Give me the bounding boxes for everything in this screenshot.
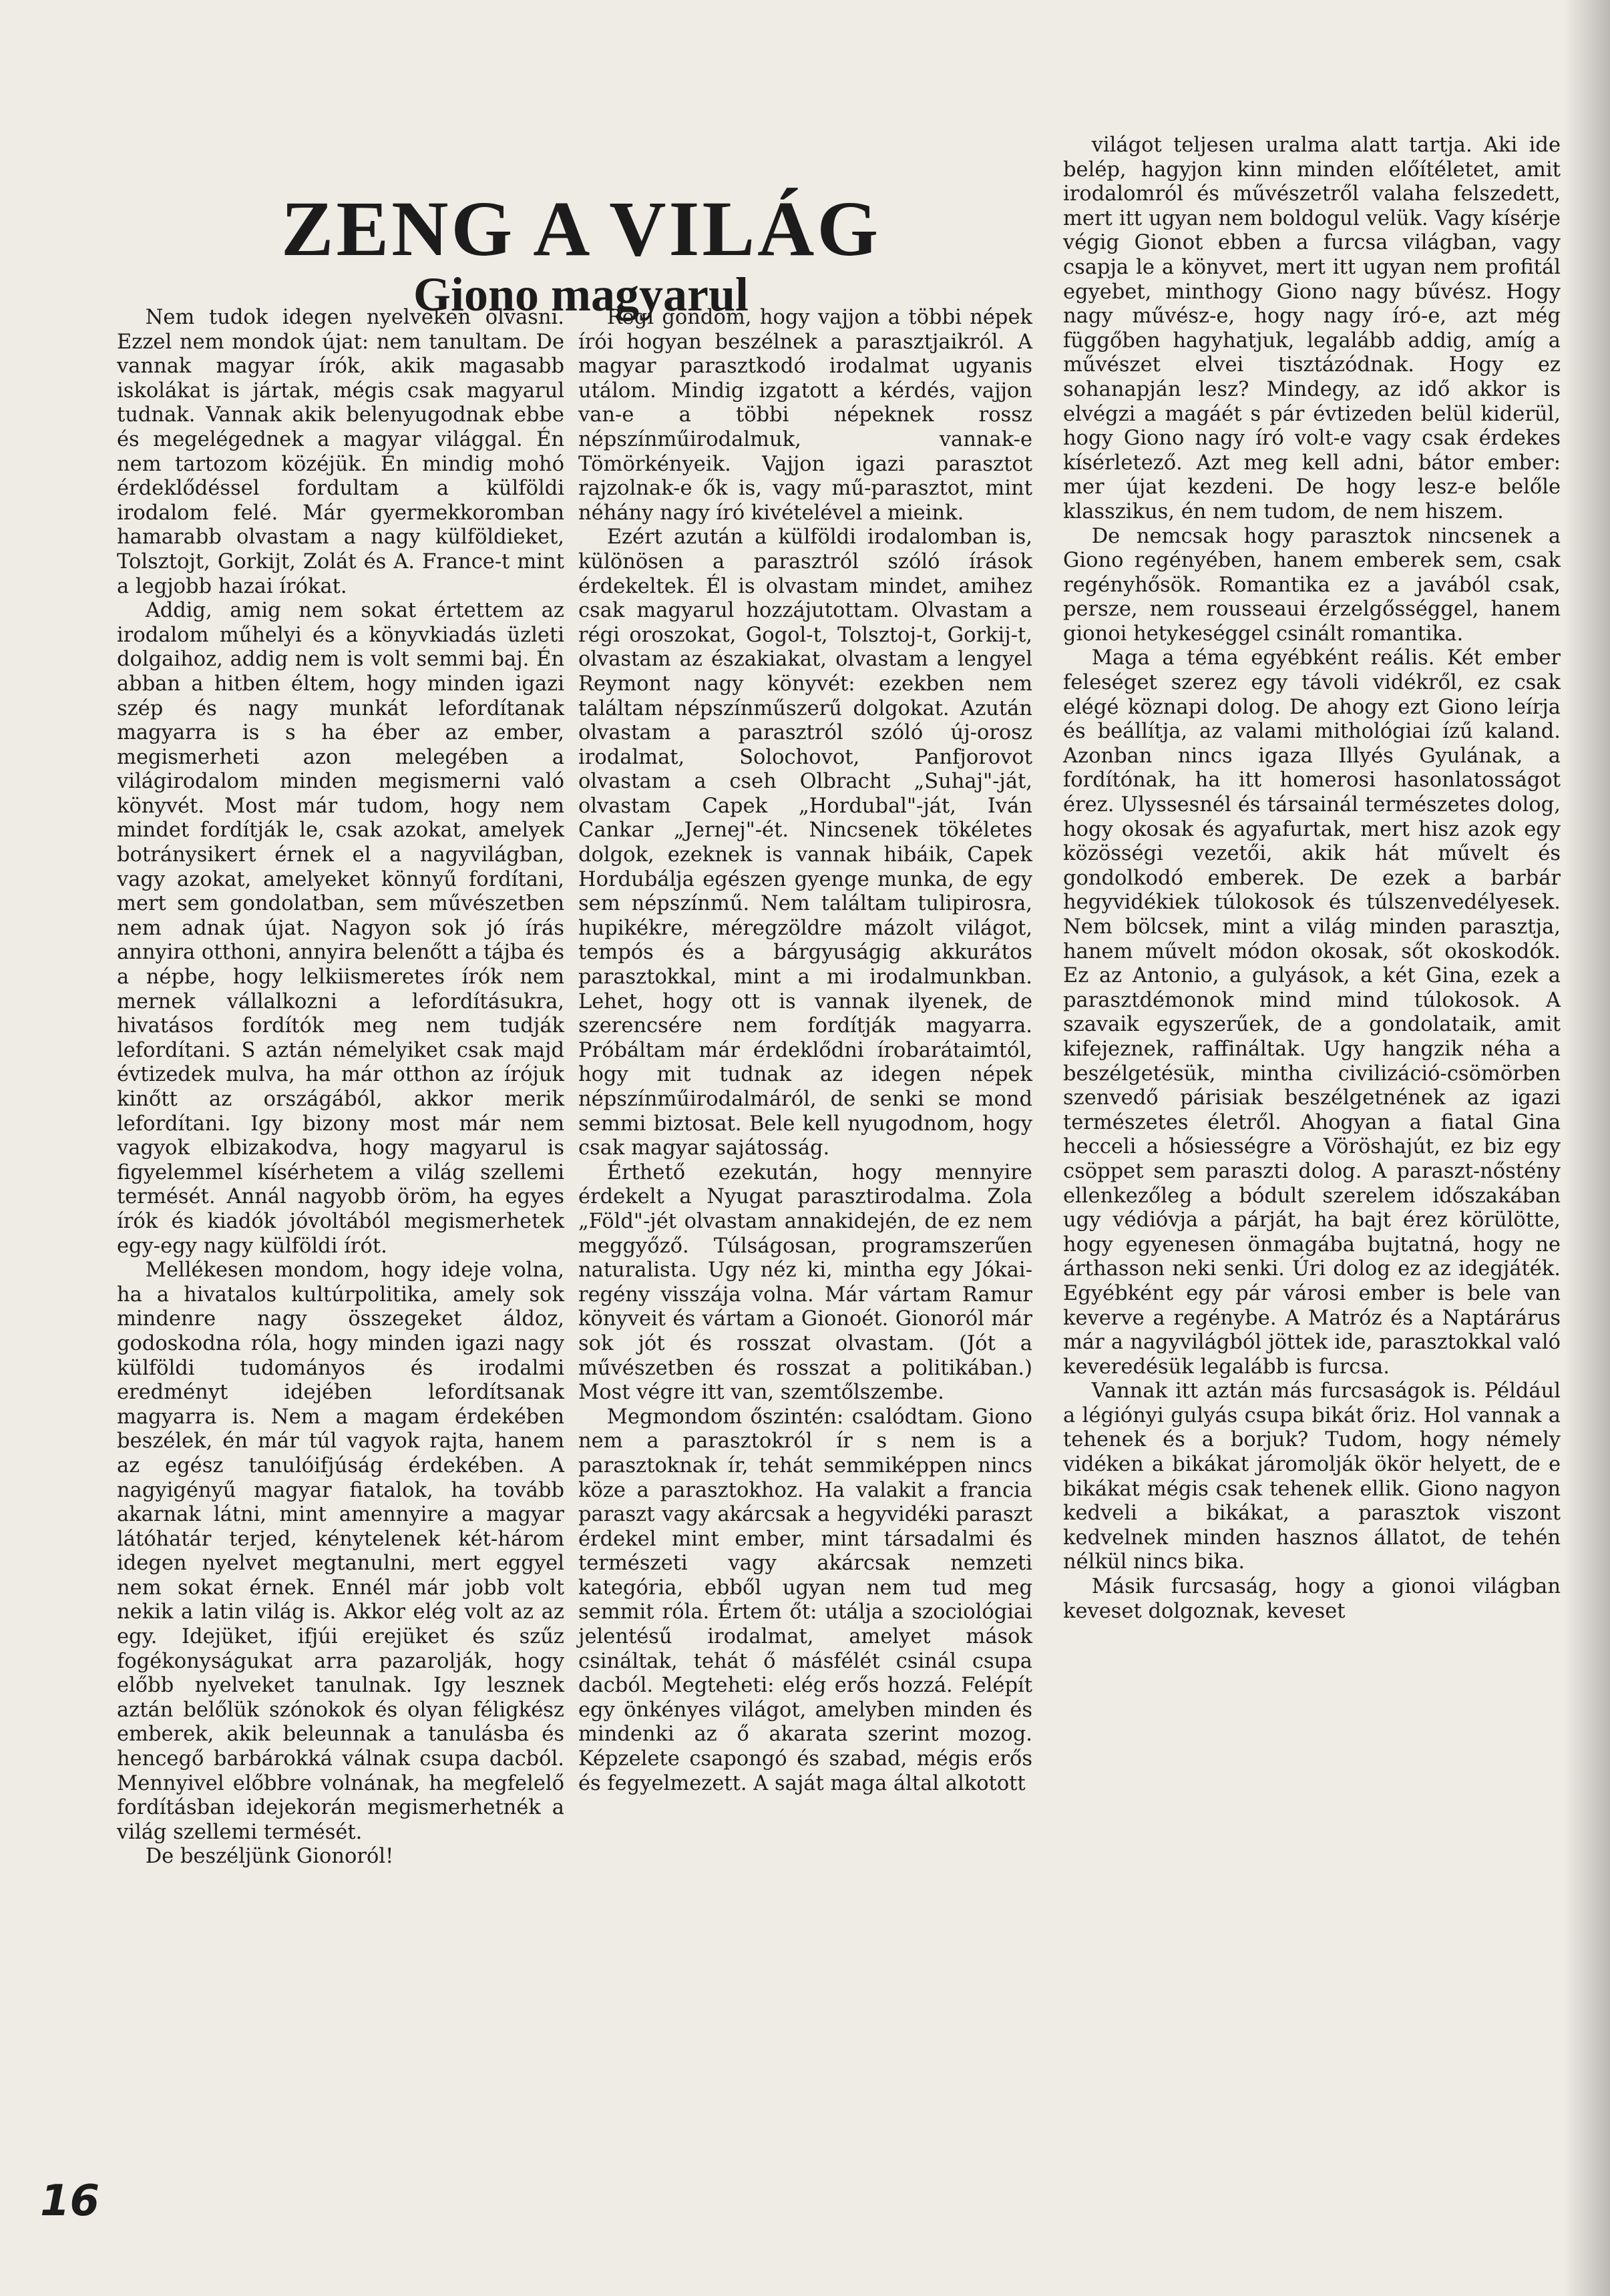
paragraph: Mellékesen mondom, hogy ideje volna, ha a hivatalos kultúrpolitika, amely sok mindenre nagy összegeket áldoz, godoskodna róla, hogy minden igazi nagy külföldi tudományos és irodalmi eredményt idejében lefordítsanak magyarra is. Nem a magam érdekében beszélek, én már túl vagyok rajta, hanem az egész tanulóifjúság érdekében. A nagyigényű magyar fiatalok, ha tovább akarnak látni, mint amennyire a magyar látóhatár terjed, kénytelenek két-három idegen nyelvet megtanulni, mert eggyel nem sokat érnek. Ennél már jobb volt nekik a latin világ is. Akkor elég volt az az egy. Idejüket, ifjúi erejüket és szűz fogékonyságukat arra pazarolják, hogy előbb nyelveket tanulnak. Igy lesznek aztán belőlük szónokok és olyan féligkész emberek, akik beleunnak a tanulásba és hencegő barbárokká válnak csupa dacból. Mennyivel előbbre volnának, ha megfelelő fordításban idejekorán megismerhetnék a világ szellemi termését. <box>117 1258 564 1844</box>
paragraph: De beszéljünk Gionoról! <box>145 1845 394 1869</box>
paragraph: Érthető ezekután, hogy mennyire érdekelt a Nyugat parasztirodalma. Zola „Föld"-jét olvastam annakidején, de ez nem meggyőző. Túlságosan, programszerűen naturalista. Ugy néz ki, mintha egy Jókai-regény visszája volna. Már vártam Ramur könyveit és vártam a Gionoét. Gionoról már sok jót és rosszat olvastam. (Jót a művészetben és rosszat a politikában.) Most végre itt van, szemtőlszembe. <box>578 1160 1032 1405</box>
page-edge-shadow <box>1563 0 1610 2296</box>
text-column-left <box>117 306 564 1869</box>
paragraph: Nem tudok idegen nyelveken olvasni. Ezzel nem mondok újat: nem tanultam. De vannak magyar írók, akik magasabb iskolákat is jártak, mégis csak magyarul tudnak. Vannak akik belenyugodnak ebbe és megelégednek a magyar világgal. Én nem tartozom közéjük. Én mindig mohó érdeklődéssel fordultam a külföldi irodalom felé. Már gyermekkoromban hamarabb olvastam a nagy külföldieket, Tolsztojt, Gorkijt, Zolát és A. France-t mint a legjobb hazai írókat. <box>117 306 564 598</box>
page-number: 16 <box>40 2176 100 2226</box>
paragraph: Régi gondom, hogy vajjon a többi népek írói hogyan beszélnek a parasztjaikról. A magyar parasztkodó irodalmat ugyanis utálom. Mindig izgatott a kérdés, vajjon van-e a többi népeknek rossz népszínműirodalmuk, vannak-e Tömörkényeik. Vajjon igazi parasztot rajzolnak-e ők is, vagy mű-parasztot, mint néhány nagy író kivételével a mieink. <box>578 306 1032 525</box>
paragraph: De nemcsak hogy parasztok nincsenek a Giono regényében, hanem emberek sem, csak regényhősök. Romantika ez a javából csak, persze, nem rousseaui érzelgősséggel, hanem gionoi hetykeséggel csinált romantika. <box>1063 524 1561 646</box>
article-subtitle: Giono magyarul <box>413 267 749 321</box>
paragraph: Másik furcsaság, hogy a gionoi világban keveset dolgoznak, keveset <box>1063 1575 1561 1623</box>
paragraph: világot teljesen uralma alatt tartja. Aki ide belép, hagyjon kinn minden előítéletet, amit irodalomról és művészetről valaha felszedett, mert itt ugyan nem boldogul velük. Vagy kísérje végig Gionot ebben a furcsa világban, vagy csapja le a könyvet, mert itt ugyan nem profitál egyebet, minthogy Giono nagy bűvész. Hogy nagy művész-e, hogy nagy író-e, azt még függőben hagyhatjuk, legalább addig, amíg a művészet elvei tisztázódnak. Hogy ez sohanapján lesz? Mindegy, az idő akkor is elvégzi a magáét s pár évtizeden belül kiderül, hogy Giono nagy író volt-e vagy csak érdekes kísérletező. Azt meg kell adni, bátor ember: mer újat kezdeni. De hogy lesz-e belőle klasszikus, én nem tudom, de nem hiszem. <box>1063 134 1561 523</box>
text-column-middle <box>578 306 1032 1796</box>
paragraph: Megmondom őszintén: csalódtam. Giono nem a parasztokról ír s nem is a parasztoknak ír, tehát semmiképpen nincs köze a parasztokhoz. Ha valakit a francia paraszt vagy akárcsak a hegyvidéki paraszt érdekel mint ember, mint társadalmi és természeti vagy akárcsak nemzeti kategória, ebből ugyan nem tud meg semmit róla. Értem őt: utálja a szociológiai jelentésű irodalmat, amelyet mások csináltak, tehát ő másfélét csinál csupa dacból. Megteheti: elég erős hozzá. Felépít egy önkényes világot, amelyben minden és mindenki az ő akarata szerint mozog. Képzelete csapongó és szabad, mégis erős és fegyelmezett. A saját maga által alkotott <box>578 1405 1032 1795</box>
article-title: ZENG A VILÁG <box>280 185 881 273</box>
text-column-right <box>1063 134 1561 1624</box>
paragraph: Addig, amig nem sokat értettem az irodalom műhelyi és a könyvkiadás üzleti dolgaihoz, addig nem is volt semmi baj. Én abban a hitben éltem, hogy minden igazi szép és nagy munkát lefordítanak magyarra is s ha éber az ember, megismerheti azon melegében a világirodalom minden megismerni való könyvét. Most már tudom, hogy nem mindet fordítják le, csak azokat, amelyek botránysikert érnek el a nagyvilágban, vagy azokat, amelyeket könnyű fordítani, mert sem gondolatban, sem művészetben nem adnak újat. Nagyon sok jó írás annyira otthoni, annyira belenőtt a tájba és a népbe, hogy lelkiismeretes írók nem mernek vállalkozni a lefordításukra, hivatásos fordítók meg nem tudják lefordítani. S aztán némelyiket csak majd évtizedek mulva, ha már otthon az írójuk kinőtt az országából, akkor merik lefordítani. Igy bizony most már nem vagyok elbizakodva, hogy magyarul is figyelemmel kísérhetem a világ szellemi termését. Annál nagyobb öröm, ha egyes írók és kiadók jóvoltából megismerhetek egy-egy nagy külföldi írót. <box>117 599 564 1258</box>
paragraph: Vannak itt aztán más furcsaságok is. Például a légiónyi gulyás csupa bikát őriz. Hol vannak a tehenek és a borjuk? Tudom, hogy némely vidéken a bikákat járomolják ökör helyett, de e bikákat mégis csak tehenek ellik. Giono nagyon kedveli a bikákat, a parasztok viszont kedvelnek minden hasznos állatot, de tehén nélkül nincs bika. <box>1063 1379 1561 1574</box>
paragraph: Maga a téma egyébként reális. Két ember feleséget szerez egy távoli vidékről, ez csak elégé köznapi dolog. De ahogy ezt Giono leírja és beállítja, az valami mithológiai ízű kaland. Azonban nincs igaza Illyés Gyulának, a fordítónak, ha itt homerosi hasonlatosságot érez. Ulyssesnél és társainál természetes dolog, hogy okosak és agyafurtak, mert hisz azok egy közösségi vezetői, akik hát művelt és gondolkodó emberek. De ezek a barbár hegyvidékiek túlokosok és túlszenvedélyesek. Nem bölcsek, mint a világ minden parasztja, hanem művelt módon okosak, sőt okoskodók. Ez az Antonio, a gulyások, a két Gina, ezek a parasztdémonok mind mind túlokosok. A szavaik egyszerűek, de a gondolataik, amit kifejeznek, raffináltak. Ugy hangzik néha a beszélgetésük, mintha civilizáció-csömörben szenvedő párisiak beszélgetnének az igazi természetes életről. Ahogyan a fiatal Gina hecceli a hősiességre a Vöröshajút, ez biz egy csöppet sem paraszti dolog. A paraszt-nőstény ellenkezőleg a bódult szerelem időszakában ugy védióvja a párját, ha bajt érez körülötte, hogy egyenesen önmagába bujtatná, hogy ne árthasson neki senki. Úri dolog ez az idegjáték. Egyébként egy pár városi ember is bele van keverve a regénybe. A Matróz és a Naptárárus már a nagyvilágból jöttek ide, parasztokkal való keveredésük legalább is furcsa. <box>1063 646 1561 1379</box>
paragraph: Ezért azután a külföldi irodalomban is, különösen a parasztról szóló írások érdekeltek. Él is olvastam mindet, amihez csak magyarul hozzájutottam. Olvastam a régi oroszokat, Gogol-t, Tolsztoj-t, Gorkij-t, olvastam az északiakat, olvastam a lengyel Reymont nagy könyvét: ezekben nem találtam népszínműszerű dolgokat. Azután olvastam a parasztról szóló új-orosz irodalmat, Solochovot, Panfjorovot olvastam a cseh Olbracht „Suhaj"-ját, olvastam Capek „Hordubal"-ját, Iván Cankar „Jernej"-ét. Nincsenek tökéletes dolgok, ezeknek is vannak hibáik, Capek Hordubálja egészen gyenge munka, de egy sem népszínmű. Nem találtam tulipirosra, hupikékre, méregzöldre mázolt világot, tempós és a bárgyuságig akkurátos parasztokkal, mint a mi irodalmunkban. Lehet, hogy ott is vannak ilyenek, de szerencsére nem fordítják magyarra. Próbáltam már érdeklődni írobarátaimtól, hogy mit tudnak az idegen népek népszínműirodalmáról, de senki se mond semmi biztosat. Bele kell nyugodnom, hogy csak magyar sajátosság. <box>578 525 1032 1160</box>
